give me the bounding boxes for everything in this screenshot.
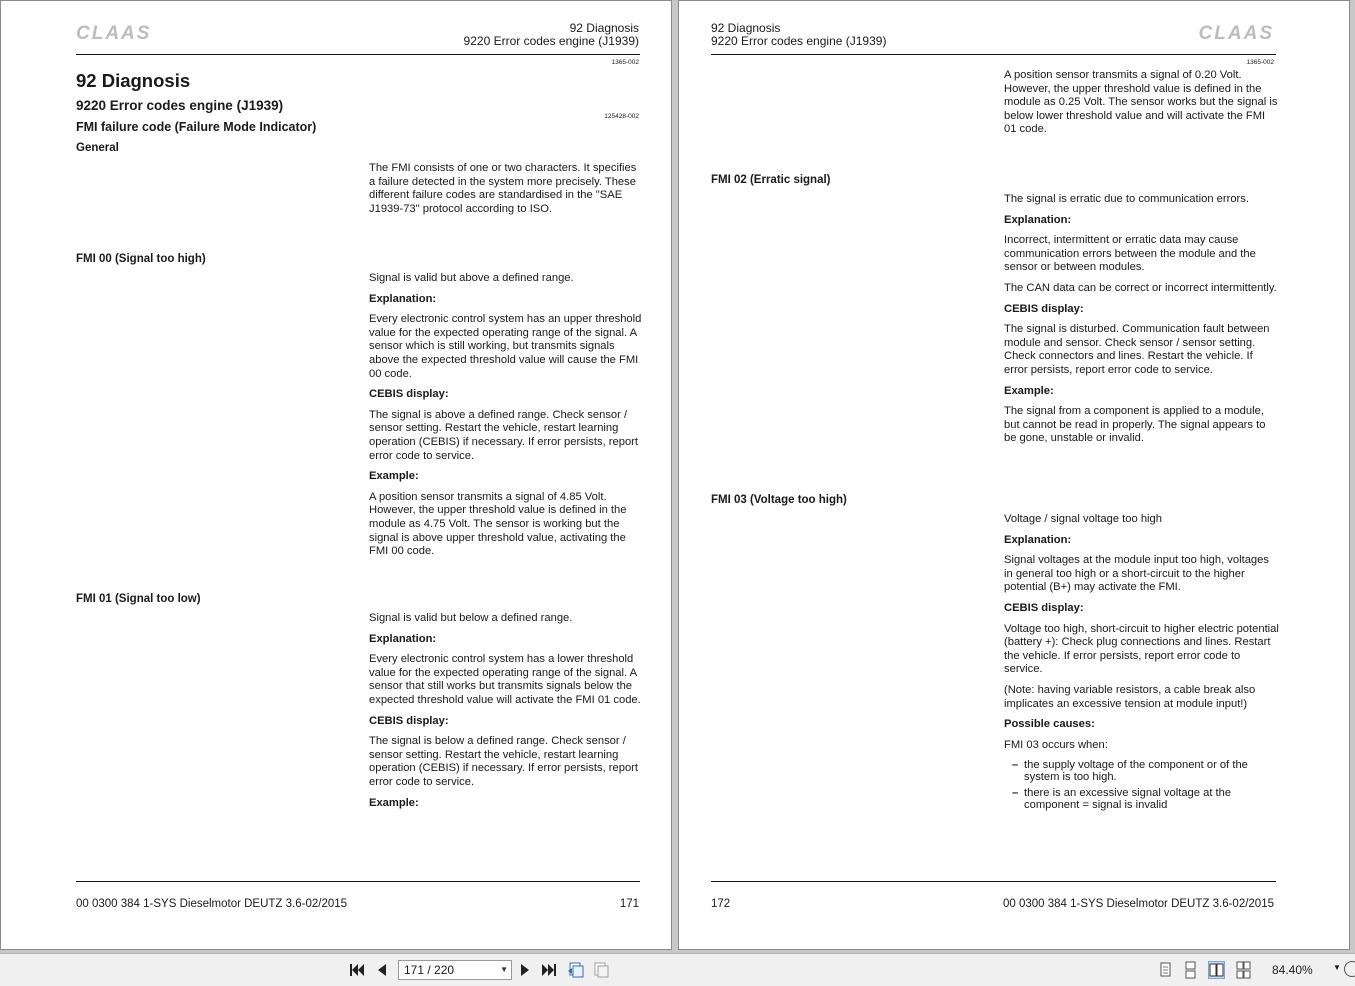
fmi03-expl-text: Signal voltages at the module input too high, voltages in general too high or a short-circuit to the higher potential (B+) may activate the FMI.: [1004, 554, 1269, 594]
chevron-down-icon[interactable]: ▼: [500, 965, 508, 974]
fmi02-intro: The signal is erratic due to communication errors.: [1004, 193, 1249, 205]
page-indicator: 171 / 220: [404, 963, 455, 977]
fmi00-heading: FMI 00 (Signal too high): [76, 253, 206, 265]
fmi02-cebis-label: CEBIS display:: [1004, 302, 1084, 315]
two-page-icon[interactable]: [1208, 961, 1225, 979]
fmi02-expl-text2: The CAN data can be correct or incorrect intermittently.: [1004, 281, 1277, 294]
fmi03-cebis-text: Voltage too high, short-circuit to higher electric potential (battery +): Check plug connections and lines. Restart the vehicle. If error persists, report error code to service.: [1004, 622, 1279, 676]
fmi00-cebis-text: The signal is above a defined range. Check sensor / sensor setting. Restart the vehicle, restart learning operation (CEBIS) if necessary. If error persists, report error code to service.: [369, 408, 639, 462]
fmi01-expl-text: Every electronic control system has a lower threshold value for the expected operating range of the signal. A sensor that still works but transmits signals below the expected threshold value will activate the FMI 01 code.: [369, 653, 641, 706]
fmi00-example-label: Example:: [369, 470, 419, 483]
general-heading: General: [76, 142, 119, 154]
bullet-item: [1004, 787, 1279, 811]
footer-page-number: 171: [619, 898, 639, 910]
general-text: The FMI consists of one or two characters. It specifies a failure detected in the system more precisely. These different failure codes are standardised in the "SAE J1939-73" protocol according to ISO.: [369, 162, 637, 215]
header-section: 9220 Error codes engine (J1939): [711, 34, 887, 48]
fmi00-block: [369, 272, 644, 566]
fmi02-cebis-text: The signal is disturbed. Communication fault between module and sensor. Check sensor / sensor setting. Check connectors and lines. Restart the vehicle. If error persists, report error code to service.: [1004, 323, 1270, 376]
fmi02-block: [1004, 193, 1279, 453]
fmi00-expl-label: Explanation:: [369, 292, 437, 305]
single-page-icon[interactable]: [1157, 961, 1174, 979]
fmi01-expl-label: Explanation:: [369, 632, 437, 645]
page-number-input[interactable]: [398, 960, 512, 980]
header-chapter: 92 Diagnosis: [569, 21, 639, 35]
fmi01-intro: Signal is valid but below a defined range.: [369, 612, 573, 624]
footer-doc-id: 00 0300 384 1-SYS Dieselmotor DEUTZ 3.6-02/2015: [1002, 898, 1274, 910]
bullet-dash: –: [1012, 787, 1019, 800]
bullet-dash: –: [1012, 759, 1019, 772]
general-text-block: [369, 162, 644, 223]
doc-code: 1365-002: [611, 59, 639, 66]
section-heading: FMI failure code (Failure Mode Indicator): [76, 120, 317, 134]
fmi00-intro: Signal is valid but above a defined range.: [369, 272, 574, 284]
running-header: [464, 22, 639, 48]
bullet-text: the supply voltage of the component or of the system is too high.: [1024, 759, 1248, 784]
zoom-level[interactable]: 84.40%: [1272, 963, 1313, 977]
next-page-icon[interactable]: [516, 962, 534, 978]
header-rule: [76, 54, 640, 55]
fmi00-example-text: A position sensor transmits a signal of 4.85 Volt. However, the upper threshold value is defined in the module as 4.75 Volt. The sensor is working but the signal is above upper threshold value, activating the FMI 00 code.: [369, 490, 627, 558]
fmi03-causes-intro: FMI 03 occurs when:: [1004, 738, 1108, 751]
doc-code: 1365-002: [1246, 59, 1274, 66]
fmi02-example-text: The signal from a component is applied to a module, but cannot be read in properly. The signal appears to be gone, unstable or invalid.: [1004, 405, 1266, 445]
page-subtitle: 9220 Error codes engine (J1939): [76, 98, 284, 113]
fmi03-block: [1004, 513, 1279, 815]
header-chapter: 92 Diagnosis: [711, 21, 781, 35]
bullet-text: there is an excessive signal voltage at the component = signal is invalid: [1024, 787, 1232, 812]
fmi01-cebis-label: CEBIS display:: [369, 714, 449, 727]
page-title: 92 Diagnosis: [76, 70, 191, 91]
fmi03-heading: FMI 03 (Voltage too high): [711, 494, 847, 506]
footer-doc-id: 00 0300 384 1-SYS Dieselmotor DEUTZ 3.6-02/2015: [76, 898, 348, 910]
fmi01-example-label: Example:: [369, 796, 419, 809]
zoom-icon[interactable]: [1344, 961, 1355, 977]
first-page-icon[interactable]: [348, 962, 366, 978]
fmi02-heading: FMI 02 (Erratic signal): [711, 174, 831, 186]
fmi03-causes-label: Possible causes:: [1004, 718, 1095, 731]
header-section: 9220 Error codes engine (J1939): [463, 34, 639, 48]
fmi02-expl-text1: Incorrect, intermittent or erratic data may cause communication errors between the module and the sensor or between modules.: [1004, 234, 1256, 274]
prev-page-icon[interactable]: [373, 962, 391, 978]
pdf-page-left: [0, 0, 672, 950]
fmi00-cebis-label: CEBIS display:: [369, 388, 449, 401]
fmi03-cebis-label: CEBIS display:: [1004, 601, 1084, 614]
continued-example-block: [1004, 69, 1279, 144]
pdf-page-right: [678, 0, 1350, 950]
fmi01-cebis-text: The signal is below a defined range. Check sensor / sensor setting. Restart the vehicle, restart learning operation (CEBIS) if necessary. If error persists, report error code to service.: [369, 735, 639, 788]
claas-logo: CLAAS: [76, 23, 152, 44]
footer-rule: [711, 881, 1276, 882]
running-header: [711, 22, 886, 48]
fmi00-expl-text: Every electronic control system has an upper threshold value for the expected operating range of the signal. A sensor which is still working, but transmits signals above the expected threshold value will cause the FMI 00 code.: [369, 313, 642, 380]
fmi03-expl-label: Explanation:: [1004, 533, 1072, 546]
go-forward-icon[interactable]: [593, 962, 611, 978]
doc-code-sub: 125428-002: [604, 113, 639, 120]
header-rule: [711, 54, 1276, 55]
go-back-icon[interactable]: [567, 962, 585, 978]
two-page-continuous-icon[interactable]: [1235, 961, 1252, 979]
footer-rule: [76, 881, 640, 882]
continuous-icon[interactable]: [1182, 961, 1199, 979]
continued-example-text: A position sensor transmits a signal of 0.20 Volt. However, the upper threshold value is defined in the module as 0.25 Volt. The sensor works but the signal is below lower threshold value and will activate the FMI 01 code.: [1004, 69, 1278, 136]
claas-logo: CLAAS: [1198, 23, 1274, 44]
footer-page-number: 172: [711, 898, 731, 910]
viewer-toolbar: [0, 953, 1355, 986]
fmi02-example-label: Example:: [1004, 384, 1054, 397]
fmi02-expl-label: Explanation:: [1004, 213, 1072, 226]
bullet-item: [1004, 759, 1279, 783]
fmi01-heading: FMI 01 (Signal too low): [76, 593, 201, 605]
fmi03-intro: Voltage / signal voltage too high: [1004, 513, 1162, 525]
fmi03-note: (Note: having variable resistors, a cable break also implicates an excessive tension at module input!): [1004, 683, 1256, 710]
last-page-icon[interactable]: [540, 962, 558, 978]
fmi01-block: [369, 612, 644, 817]
zoom-dropdown-icon[interactable]: ▼: [1333, 963, 1341, 972]
